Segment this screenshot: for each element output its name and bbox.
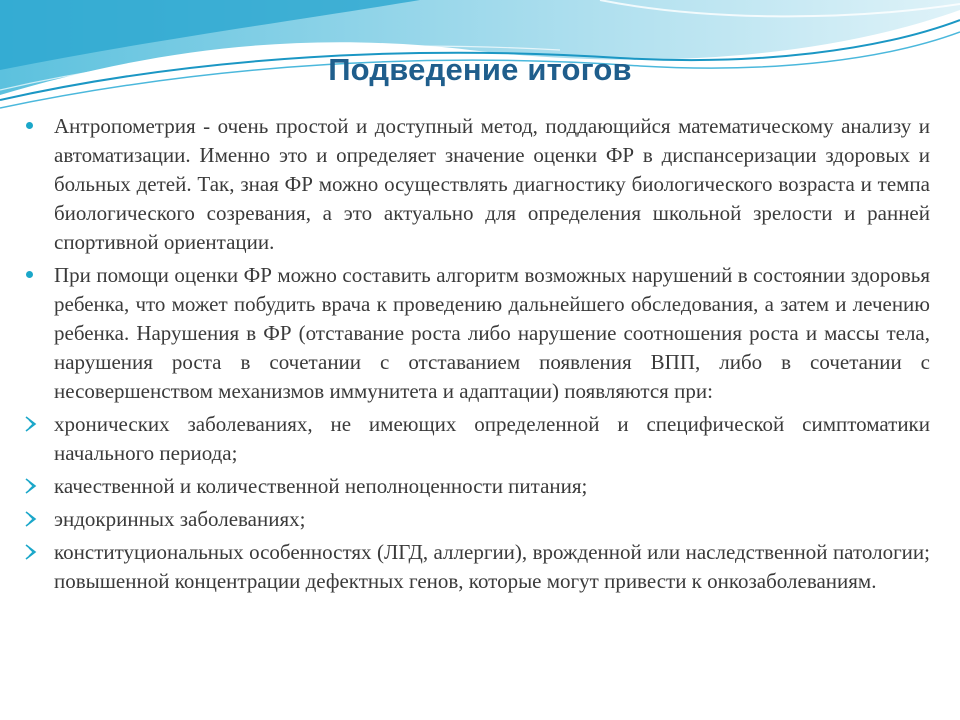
arrow-list-item — [24, 472, 930, 501]
item-text: хронических заболеваниях, не имеющих определенной и специфической симптоматики начального периода; — [54, 412, 930, 465]
chevron-right-icon — [24, 477, 38, 495]
item-text: Антропометрия - очень простой и доступный метод, поддающийся математическому анализу и автоматизации. Именно это и определяет значение оценки ФР в диспансеризации здоровых и больных детей. Так, зная ФР можно осуществлять диагностику биологического возраста и темпа биологического созревания, а это актуально для определения школьной зрелости и ранней спортивной ориентации. — [54, 114, 930, 254]
slide-content — [24, 112, 930, 600]
item-text: качественной и количественной неполноценности питания; — [54, 474, 588, 498]
arrow-list-item — [24, 538, 930, 596]
bullet-item — [24, 261, 930, 406]
item-text: конституциональных особенностях (ЛГД, аллергии), врожденной или наследственной патологии; повышенной концентрации дефектных генов, которые могут привести к онкозаболеваниям. — [54, 540, 930, 593]
chevron-right-icon — [24, 543, 38, 561]
bullet-item — [24, 112, 930, 257]
bullet-dot-icon — [26, 122, 33, 129]
chevron-right-icon — [24, 415, 38, 433]
chevron-right-icon — [24, 510, 38, 528]
arrow-list-item — [24, 410, 930, 468]
bullet-dot-icon — [26, 271, 33, 278]
item-text: эндокринных заболеваниях; — [54, 507, 306, 531]
item-text: При помощи оценки ФР можно составить алгоритм возможных нарушений в состоянии здоровья ребенка, что может побудить врача к проведению дальнейшего обследования, а затем и лечению ребенка. Нарушения в ФР (отставание роста либо нарушение соотношения роста и массы тела, нарушения роста в сочетании с отставанием появления ВПП, либо в сочетании с несовершенством механизмов иммунитета и адаптации) появляются при: — [54, 263, 930, 403]
slide-title: Подведение итогов — [328, 52, 632, 87]
arrow-list-item — [24, 505, 930, 534]
